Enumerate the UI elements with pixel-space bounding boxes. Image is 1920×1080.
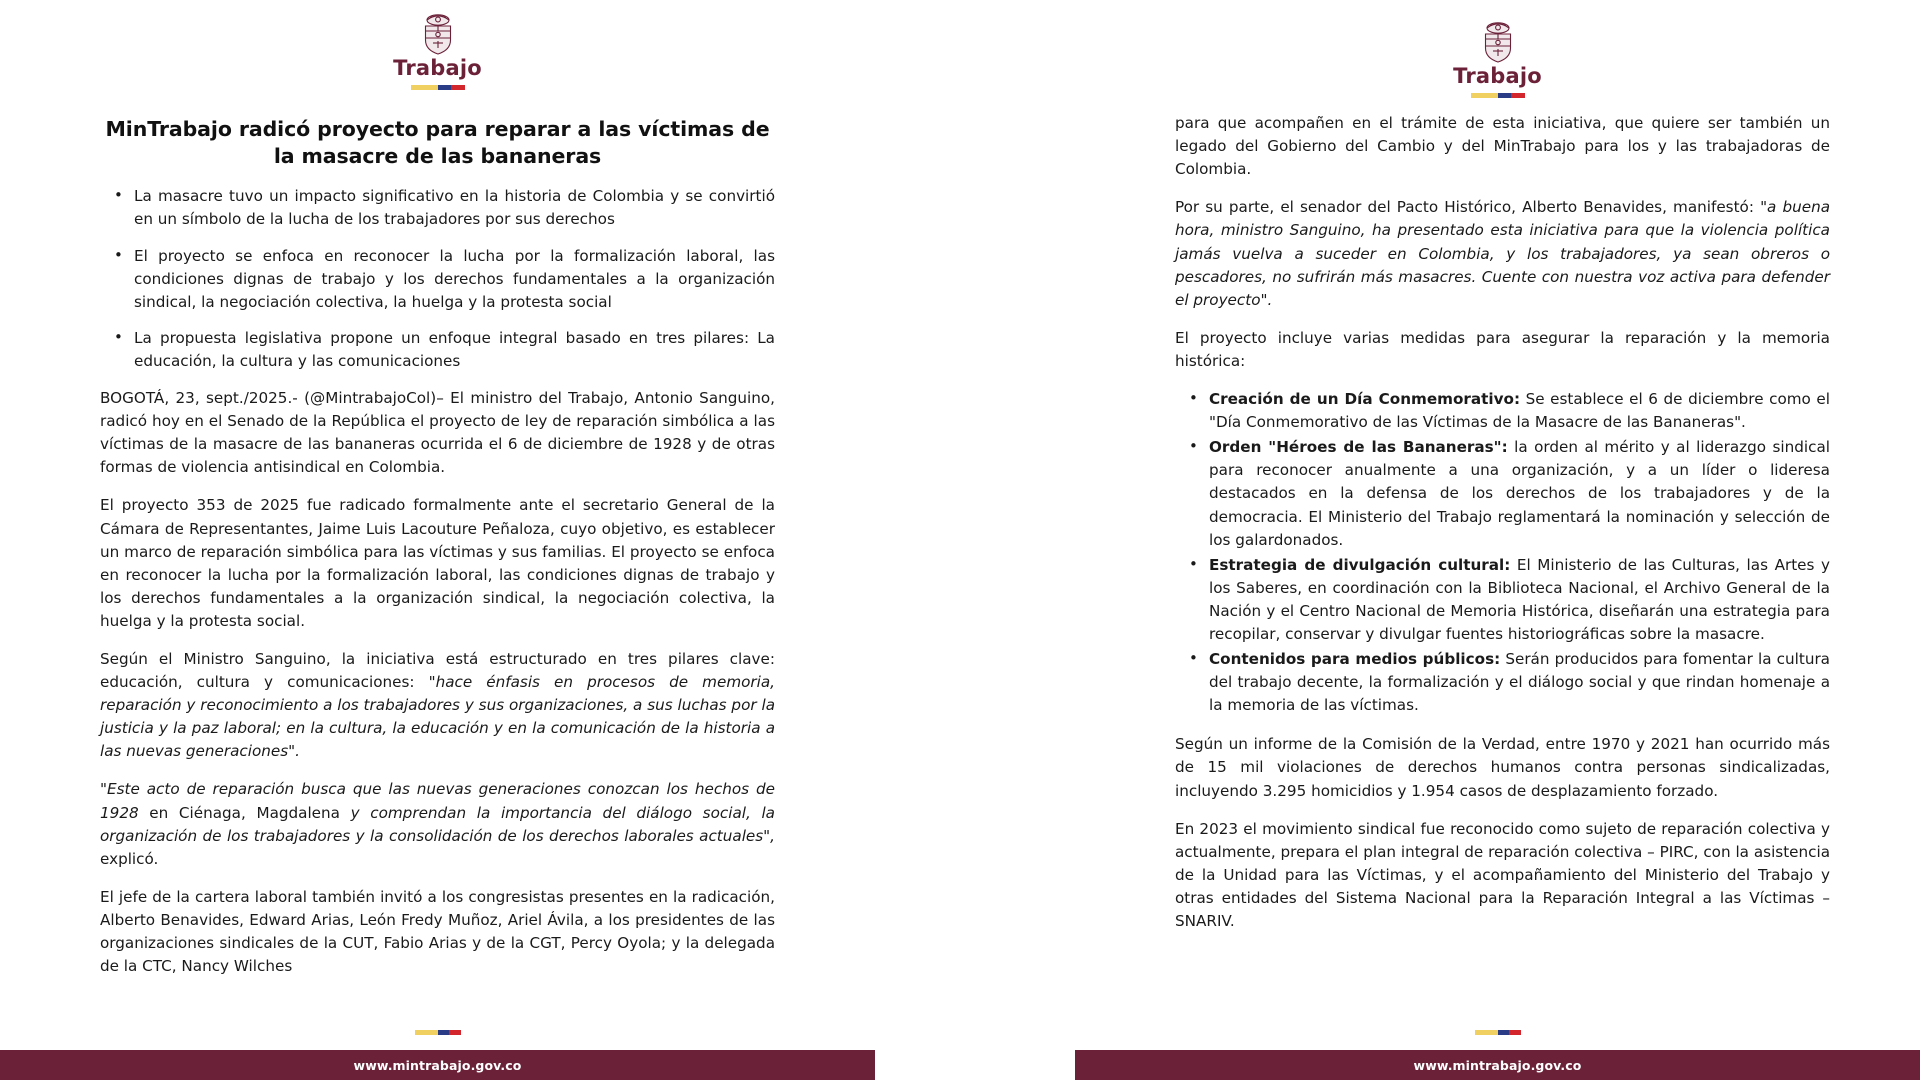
page-right-content — [1075, 98, 1920, 933]
footer-bar — [1075, 1050, 1920, 1080]
brand-wordmark: Trabajo — [1453, 64, 1542, 88]
footer-bar — [0, 1050, 875, 1080]
paragraph-quote-reparacion — [100, 778, 775, 870]
colombia-coat-of-arms-icon — [1479, 18, 1517, 64]
page-right-body — [1075, 0, 1920, 1028]
page-title: MinTrabajo radicó proyecto para reparar a las víctimas de la masacre de las bananeras — [105, 117, 770, 168]
colombia-flag-bar-icon — [411, 85, 465, 90]
page-left-body — [0, 0, 875, 1028]
measure-body: Se establece el 6 de diciembre como el "Día Conmemorativo de las Víctimas de la Masacre de las Bananeras". — [1209, 390, 1830, 432]
footer-website-url[interactable]: www.mintrabajo.gov.co — [1413, 1057, 1582, 1073]
measure-title: Estrategia de divulgación cultural: — [1209, 555, 1511, 574]
list-item — [1175, 388, 1830, 434]
page-right-footer — [1075, 1028, 1920, 1080]
quote-part-a: "Este acto de reparación busca que las nuevas generaciones conozcan los hechos de 1928 — [100, 780, 775, 822]
list-item: • El proyecto se enfoca en reconocer la lucha por la formalización laboral, las condiciones dignas de trabajo y los derechos fundamentales a la organización sindical, la negociación colectiva, la huelga y la protesta social — [100, 245, 775, 314]
quote-part-d: explicó. — [100, 849, 159, 868]
paragraph-dateline: BOGOTÁ, 23, sept./2025.- (@MintrabajoCol)– El ministro del Trabajo, Antonio Sanguino, radicó hoy en el Senado de la República el proyecto de ley de reparación simbólica a las víctimas de la masacre de las bananeras ocurrida el 6 de diciembre de 1928 y de otras formas de violencia antisindical en Colombia. — [100, 389, 775, 477]
brand-logo-left — [0, 0, 875, 90]
brand-wordmark: Trabajo — [393, 56, 482, 80]
list-item: • La masacre tuvo un impacto significativo en la historia de Colombia y se convirtió en un símbolo de la lucha de los trabajadores por sus derechos — [100, 185, 775, 231]
colombia-flag-bar-icon — [1471, 93, 1525, 98]
measure-body: la orden al mérito y al liderazgo sindical para reconocer anualmente a una organización, y a un líder o lideresa destacados en la defensa de los derechos de los trabajadores y de la democracia. El Ministerio del Trabajo reglamentará la nominación y selección de los galardonados. — [1209, 438, 1830, 549]
page-right — [1075, 0, 1920, 1080]
paragraph-2023-reparacion: En 2023 el movimiento sindical fue reconocido como sujeto de reparación colectiva y actualmente, prepara el plan integral de reparación colectiva – PIRC, con la asistencia de la Unidad para las Víctimas, y el acompañamiento del Ministerio del Trabajo y otras entidades del Sistema Nacional para la Reparación Integral a las Víctimas – SNARIV. — [1175, 819, 1830, 930]
page-gutter — [875, 0, 1075, 1080]
list-item: • La propuesta legislativa propone un enfoque integral basado en tres pilares: La educación, la cultura y las comunicaciones — [100, 327, 775, 373]
footer-flag-bar-icon — [415, 1030, 461, 1035]
measure-title: Creación de un Día Conmemorativo: — [1209, 390, 1521, 409]
measure-body: Serán producidos para fomentar la cultura del trabajo decente, la formalización y el diálogo social y que rindan homenaje a la memoria de las víctimas. — [1209, 650, 1830, 715]
list-item — [1175, 554, 1830, 646]
quote-part-c: y comprendan la importancia del diálogo social, la organización de los trabajadores y la consolidación de los derechos laborales actuales", — [100, 803, 775, 845]
paragraph-comision-verdad: Según un informe de la Comisión de la Verdad, entre 1970 y 2021 han ocurrido más de 15 mil violaciones de derechos humanos contra personas sindicalizadas, incluyendo 3.295 homicidios y 1.954 casos de desplazamiento forzado. — [1175, 735, 1830, 800]
footer-flag-bar-icon — [1475, 1030, 1521, 1035]
paragraph-jefe-cartera: El jefe de la cartera laboral también invitó a los congresistas presentes en la radicación, Alberto Benavides, Edward Arias, León Fredy Muñoz, Ariel Ávila, a los presidentes de las organizaciones sindicales de la CUT, Fabio Arias y de la CGT, Percy Oyola; y la delegada de la CTC, Nancy Wilches — [100, 887, 775, 976]
footer-website-url[interactable]: www.mintrabajo.gov.co — [353, 1057, 522, 1073]
page-left — [0, 0, 875, 1080]
list-item — [1175, 436, 1830, 551]
measures-list — [1175, 388, 1830, 717]
brand-logo-right — [1453, 18, 1542, 98]
paragraph-medidas-intro: El proyecto incluye varias medidas para asegurar la reparación y la memoria histórica: — [1175, 328, 1830, 370]
paragraph-continuation: para que acompañen en el trámite de esta iniciativa, que quiere ser también un legado del Gobierno del Cambio y del MinTrabajo para los y las trabajadoras de Colombia. — [1175, 114, 1830, 179]
paragraph-pilares — [100, 648, 775, 763]
measure-title: Contenidos para medios públicos: — [1209, 650, 1501, 669]
pilares-quote-text: "hace énfasis en procesos de memoria, reparación y reconocimiento a los trabajadores y sus organizaciones, a sus luchas por la justicia y la paz laboral; en la cultura, la educación y en la comunicación de la historia a las nuevas generaciones". — [100, 673, 775, 761]
paragraph-proyecto: El proyecto 353 de 2025 fue radicado formalmente ante el secretario General de la Cámara de Representantes, Jaime Luis Lacouture Peñaloza, cuyo objetivo, es establecer un marco de reparación simbólica para las víctimas y sus familias. El proyecto se enfoca en reconocer la lucha por la formalización laboral, las condiciones dignas de trabajo y los derechos fundamentales a la organización sindical, la negociación colectiva, la huelga y la protesta social. — [100, 496, 775, 630]
list-item — [1175, 648, 1830, 717]
colombia-coat-of-arms-icon — [419, 10, 457, 56]
brand-logo-right-wrap — [1075, 0, 1920, 98]
key-points-list — [100, 185, 775, 373]
paragraph-senador — [1175, 196, 1830, 311]
page-left-footer — [0, 1028, 875, 1080]
page-left-content — [0, 90, 875, 978]
pilares-lead-text: Según el Ministro Sanguino, la iniciativa está estructurado en tres pilares clave: educación, cultura y comunicaciones: — [100, 649, 775, 692]
quote-part-b: en Ciénaga, Magdalena — [138, 803, 351, 822]
measure-body: El Ministerio de las Culturas, las Artes y los Saberes, en coordinación con la Biblioteca Nacional, el Archivo General de la Nación y el Centro Nacional de Memoria Histórica, diseñarán una estrategia para recopilar, conservar y divulgar fuentes historiográficas sobre la masacre. — [1209, 555, 1831, 643]
senador-quote-text: "a buena hora, ministro Sanguino, ha presentado esta iniciativa para que la violencia política jamás vuelva a suceder en Colombia, y los trabajadores, ya sean obreros o pescadores, no sufrirán más masacres. Cuente con nuestra voz activa para defender el proyecto". — [1175, 198, 1831, 309]
senador-lead-text: Por su parte, el senador del Pacto Histórico, Alberto Benavides, manifestó: — [1175, 198, 1761, 217]
measure-title: Orden "Héroes de las Bananeras": — [1209, 438, 1508, 457]
